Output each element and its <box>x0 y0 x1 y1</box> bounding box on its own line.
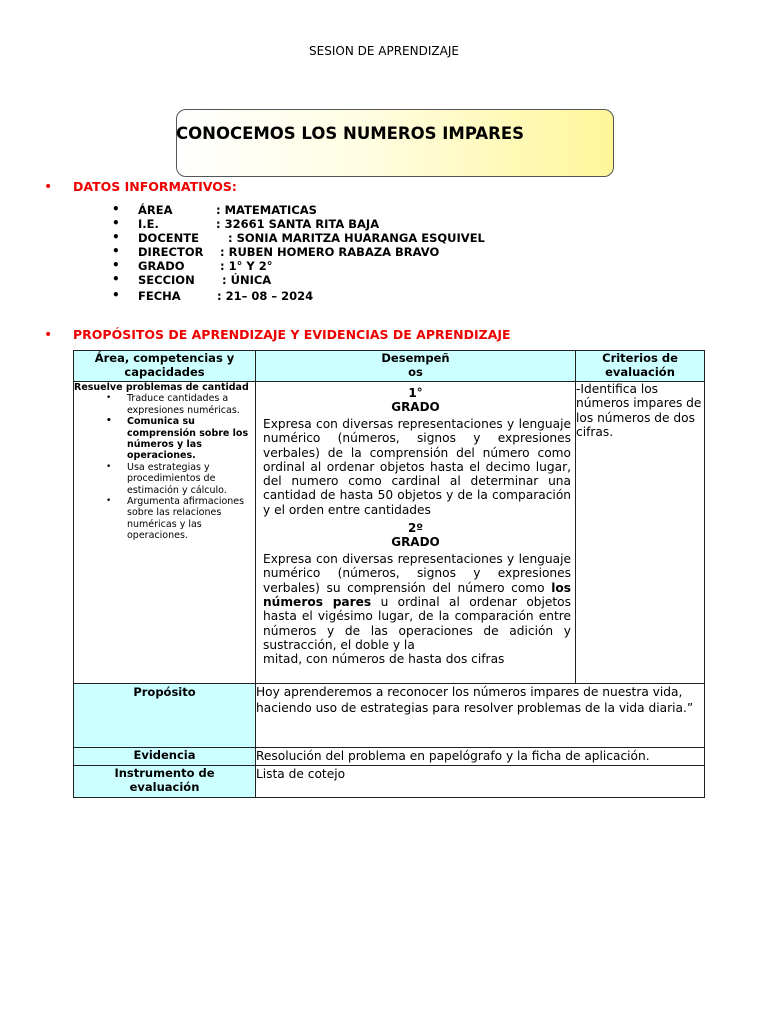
info-label: I.E. <box>138 217 159 231</box>
instrumento-label-cell <box>74 766 256 798</box>
capacidades-list <box>74 393 255 541</box>
table-row-desempenos <box>74 382 705 684</box>
info-label: ÁREA <box>138 203 173 217</box>
datos-heading: DATOS INFORMATIVOS: <box>73 179 237 194</box>
bullet-icon: • <box>44 179 53 195</box>
info-label: DIRECTOR <box>138 245 204 259</box>
learning-table <box>73 350 705 798</box>
bullet-icon: • <box>112 216 120 230</box>
evidencia-label-cell <box>74 748 256 766</box>
header-criterios <box>576 351 705 382</box>
table-row-evidencia <box>74 748 705 766</box>
proposito-cell <box>256 684 705 748</box>
info-value: : MATEMATICAS <box>216 203 317 217</box>
evidencia-label: Evidencia <box>133 748 196 762</box>
info-label: SECCION <box>138 273 195 287</box>
grado2-text-a: Expresa con diversas representaciones y lenguaje numérico (números, signos y expresiones verbales) su comprensión del número como <box>263 552 571 595</box>
proposito-line1: Hoy aprenderemos a reconocer los números impares de nuestra vida, <box>256 685 683 699</box>
info-value: : 32661 SANTA RITA BAJA <box>216 217 380 231</box>
info-value: : RUBEN HOMERO RABAZA BRAVO <box>220 245 440 259</box>
list-item: • Usa estrategias y procedimientos de estimación y cálculo. <box>127 462 255 496</box>
desempenos-cell <box>256 382 576 684</box>
bullet-icon: • <box>112 202 120 216</box>
list-item: • Traduce cantidades a expresiones numéricas. <box>127 393 255 416</box>
bullet-icon: • <box>44 327 53 343</box>
proposito-line2: haciendo uso de estrategias para resolver problemas de la vida diaria.” <box>256 701 694 715</box>
grado2-bold: los números pares <box>263 580 571 609</box>
proposito-label: Propósito <box>133 685 196 699</box>
info-label: DOCENTE <box>138 231 199 245</box>
evidencia-cell <box>256 748 705 766</box>
grado2-description <box>256 552 575 652</box>
bullet-icon: • <box>112 272 120 286</box>
header-area-text: Área, competencias y capacidades <box>94 351 235 379</box>
criterio-text: -Identifica los números impares de los números de dos cifras. <box>576 382 702 439</box>
info-value: : 21– 08 – 2024 <box>217 289 314 303</box>
bullet-icon: • <box>112 258 120 272</box>
bullet-icon: • <box>112 288 120 302</box>
criterios-cell <box>576 382 705 684</box>
grado2-number: 2º <box>407 521 424 536</box>
propositos-heading: PROPÓSITOS DE APRENDIZAJE Y EVIDENCIAS DE APRENDIZAJE <box>73 327 511 342</box>
info-label: GRADO <box>138 259 185 273</box>
instrumento-label: Instrumento de evaluación <box>114 766 215 794</box>
list-item: • Comunica su comprensión sobre los números y las operaciones. <box>127 416 255 462</box>
grado2-label: GRADO <box>391 535 440 550</box>
table-header-row <box>74 351 705 382</box>
info-value: : ÚNICA <box>222 273 272 287</box>
instrumento-cell <box>256 766 705 798</box>
grado2-text-b: u ordinal al ordenar objetos hasta el vigésimo lugar, de la comparación entre números y de las operaciones de adición y sustracción, el doble y la <box>263 594 571 652</box>
header-desempenos <box>256 351 576 382</box>
grado1-number: 1° <box>408 386 423 400</box>
grado1-label: GRADO <box>391 400 440 414</box>
grado2-text-c: mitad, con números de hasta dos cifras <box>263 652 505 667</box>
competencia-text: Resuelve problemas de cantidad <box>74 382 249 393</box>
document-header: SESION DE APRENDIZAJE <box>309 44 459 58</box>
bullet-icon: • <box>112 230 120 244</box>
page-title: CONOCEMOS LOS NUMEROS IMPARES <box>176 124 525 143</box>
header-criterios-text: Criterios de evaluación <box>602 351 678 379</box>
capacidades-cell <box>74 382 256 684</box>
header-desempenos-line2: os <box>408 365 423 379</box>
info-label: FECHA <box>138 289 181 303</box>
table-row-proposito <box>74 684 705 748</box>
header-area <box>74 351 256 382</box>
table-row-instrumento <box>74 766 705 798</box>
info-value: : 1° Y 2° <box>220 259 273 273</box>
grado1-description: Expresa con diversas representaciones y lenguaje numérico (números, signos y expresiones verbales) de la comprensión del número como ordinal al ordenar objetos hasta el decimo lugar, del numero como cardinal al determinar una cantidad de hasta 50 objetos y de la comparación y el orden entre cantidades <box>263 417 571 517</box>
evidencia-text: Resolución del problema en papelógrafo y la ficha de aplicación. <box>256 749 650 763</box>
list-item: • Argumenta afirmaciones sobre las relaciones numéricas y las operaciones. <box>127 496 255 542</box>
instrumento-text: Lista de cotejo <box>256 767 346 781</box>
info-value: : SONIA MARITZA HUARANGA ESQUIVEL <box>228 231 485 245</box>
bullet-icon: • <box>112 244 120 258</box>
header-desempenos-line1: Desempeñ <box>381 351 450 365</box>
title-box <box>176 109 614 177</box>
proposito-label-cell <box>74 684 256 748</box>
